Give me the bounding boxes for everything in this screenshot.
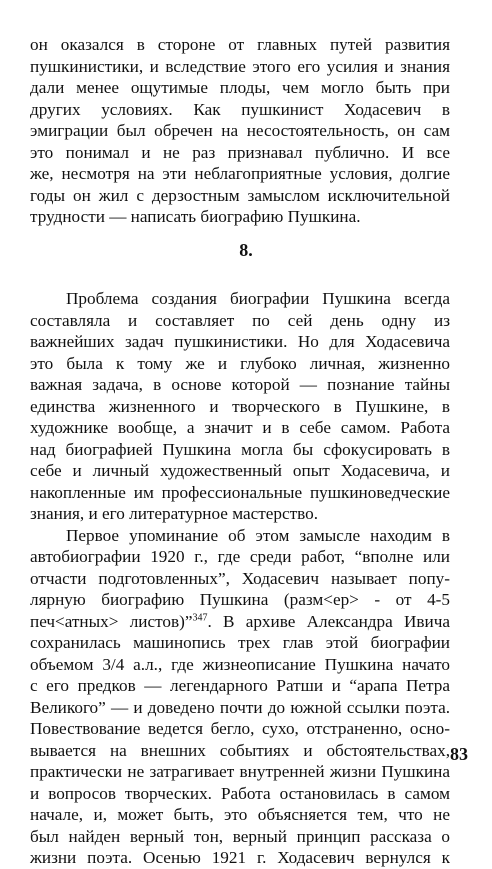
text-line: важнейших задач пушкинистики. Но для Ходасевича xyxy=(30,332,450,351)
text-line: дали менее ощутимые плоды, чем могло быть при xyxy=(30,78,450,97)
paragraph-first-mention xyxy=(30,525,450,869)
text-line: пушкинистики, и вследствие этого его усилия и знания xyxy=(30,56,450,76)
text-line: и вопросов творческих. Работа остановилась в самом xyxy=(30,783,450,803)
paragraph-biography-problem xyxy=(30,288,450,525)
text-line: с его предков — легендарного Ратши и “арапа Петра xyxy=(30,676,450,695)
text-line: автобиографии 1920 г., где среди работ, “вполне или xyxy=(30,547,450,566)
text-line: составляла и составляет по сей день одну из xyxy=(30,310,450,330)
page-number: 83 xyxy=(450,744,468,764)
text-line: Проблема создания биографии Пушкина всегда xyxy=(66,289,450,308)
text-line: это была к тому же и глубоко личная, жизненно xyxy=(30,353,450,373)
text-line: Повествование ведется бегло, сухо, отстраненно, осно- xyxy=(30,719,450,738)
text-line: единства жизненного и творческого в Пушкине, в xyxy=(30,396,450,416)
text-line: трудности — написать биографию Пушкина. xyxy=(30,207,361,226)
text-line: же, несмотря на эти неблагоприятные условия, долгие xyxy=(30,164,450,183)
text-line: вывается на внешних событиях и обстоятельствах, xyxy=(30,740,450,760)
text-line: объемом 3/4 а.л., где жизнеописание Пушкина начато xyxy=(30,654,450,674)
text-line: лярную биографию Пушкина (разм<ер> - от 4-5 xyxy=(30,590,450,609)
text-line: начале, и, может быть, это объясняется тем, что не xyxy=(30,805,450,824)
footnote-marker: 347 xyxy=(192,611,208,623)
text-fragment: печ<атных> листов)” xyxy=(30,611,193,631)
text-line: жизни поэта. Осенью 1921 г. Ходасевич вернулся к xyxy=(30,848,450,867)
text-line: над биографией Пушкина могла бы сфокусировать в xyxy=(30,439,450,459)
text-line: знания, и его литературное мастерство. xyxy=(30,504,319,523)
text-line: важная задача, в основе которой — познание тайны xyxy=(30,375,450,394)
text-line: был найден верный тон, верный принцип рассказа о xyxy=(30,826,450,846)
text-line-with-footnote xyxy=(30,611,450,633)
text-line: сохранилась машинопись трех глав этой биографии xyxy=(30,633,450,652)
text-line: отчасти подготовленных”, Ходасевич называет попу- xyxy=(30,568,450,588)
text-line: Великого” — и доведено почти до южной ссылки поэта. xyxy=(30,697,450,717)
text-line: годы он жил с дерзостным замыслом исключительной xyxy=(30,185,450,205)
text-line: он оказался в стороне от главных путей развития xyxy=(30,35,450,54)
text-line: других условиях. Как пушкинист Ходасевич в xyxy=(30,99,450,119)
text-line: художнике вообще, а значит и в себе самом. Работа xyxy=(30,418,450,437)
text-line: это понимал и не раз признавал публично. И все xyxy=(30,142,450,162)
section-number: 8. xyxy=(239,240,253,260)
text-line: практически не затрагивает внутренней жизни Пушкина xyxy=(30,762,450,781)
text-fragment: . В архиве Александра Ивича xyxy=(207,611,450,631)
text-line: Первое упоминание об этом замысле находим в xyxy=(66,525,450,545)
top-paragraph xyxy=(30,34,450,228)
text-line: себе и личный художественный опыт Ходасевича, и xyxy=(30,461,450,480)
text-line: накопленные им профессиональные пушкиноведческие xyxy=(30,482,450,502)
text-line: эмиграции был обречен на несостоятельность, он сам xyxy=(30,121,450,140)
